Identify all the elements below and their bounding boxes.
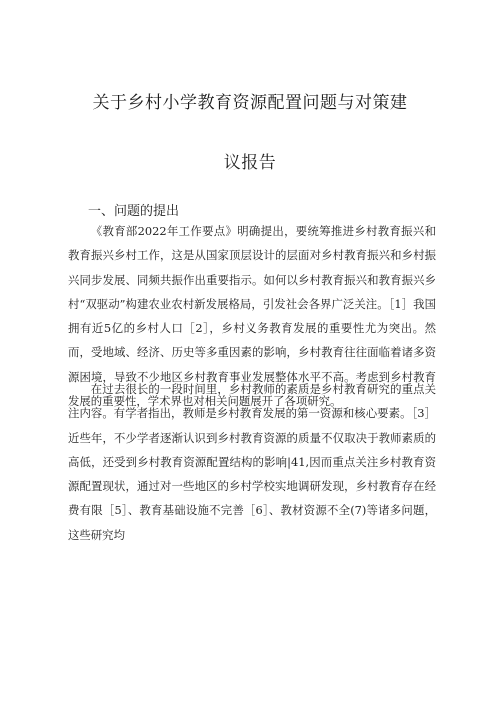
body-paragraph-2: 在过去很长的一段时间里，乡村教师的素质是乡村教育研究的重点关注内容。有学者指出，教师是乡村教育发展的第一资源和核心要素。［3］近些年，不少学者逐渐认识到乡村教育资源的质量不仅取决于教师素质的高低，还受到乡村教育资源配置结构的影响|41,因而重点关注乡村教育资源配置现状，通过对一些地区的乡村学校实地调研发现，乡村教育存在经费有限［5］、教育基础设施不完善［6］、教材资源不全(7)等诸多问题，这些研究均 (68, 382, 436, 542)
section-heading: 一、问题的提出 (88, 204, 180, 219)
document-title-line-1: 关于乡村小学教育资源配置问题与对策建 (92, 93, 408, 113)
document-title-line-2: 议报告 (223, 153, 277, 173)
body-paragraph-1: 《教育部2022年工作要点》明确提出，要统筹推进乡村教育振兴和教育振兴乡村工作，这是从国家顶层设计的层面对乡村教育振兴和乡村振兴同步发展、同频共振作出重要指示。如何以乡村教育振兴和教育振兴乡村“双驱动”构建农业农村新发展格局，引发社会各界广泛关注。［1］我国拥有近5亿的乡村人口［2］，乡村义务教育发展的重要性尤为突出。然而，受地域、经济、历史等多重因素的影响，乡村教育往往面临着诸多资源困境，导致不少地区乡村教育事业发展整体水平不高。考虑到乡村教育发展的重要性，学术界也对相关问题展开了各项研究。 (68, 224, 436, 409)
